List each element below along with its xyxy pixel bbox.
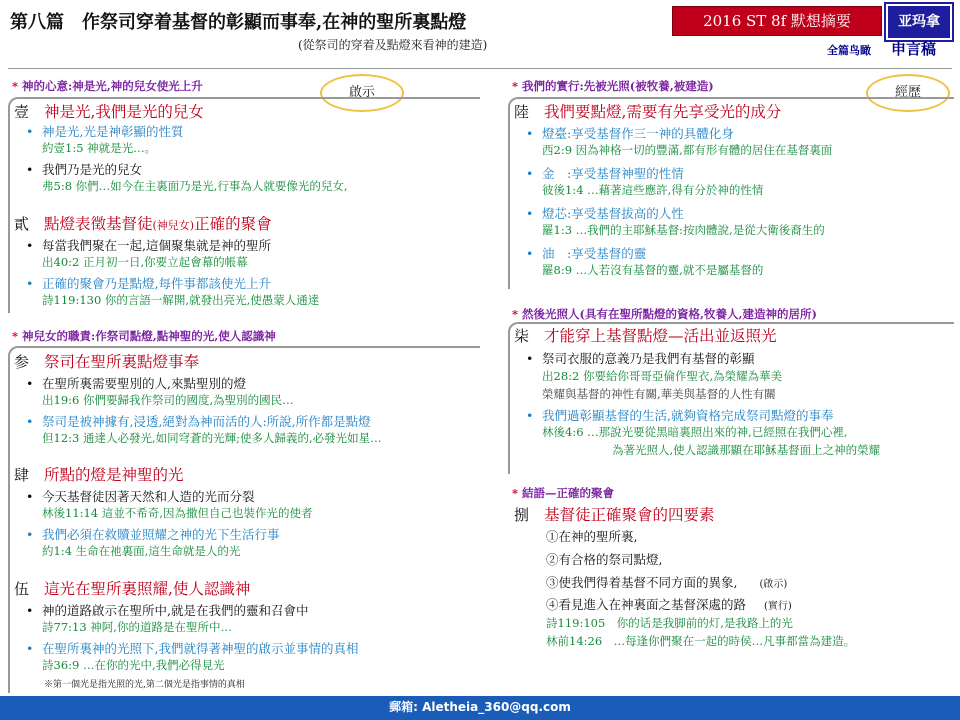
section-6-bullet-1: • 燈臺:享受基督作三一神的具體化身: [526, 126, 734, 141]
experience-oval: 經歷: [866, 74, 950, 112]
section-1-verse-1: 約壹1:5 神就是光…。: [42, 141, 157, 155]
section-6-verse-1: 西2:9 因為神格一切的豐滿,都有形有體的居住在基督裏面: [542, 143, 833, 157]
section-8-point-3: ③使我們得着基督不同方面的異象, (啟示): [546, 575, 788, 590]
right-note-1: * 我們的實行:先被光照(被牧養,被建造): [512, 79, 714, 93]
section-5-verse-1: 詩77:13 神阿,你的道路是在聖所中…: [42, 620, 232, 634]
section-3-verse-1: 出19:6 你們要歸我作祭司的國度,為聖別的國民…: [42, 393, 294, 407]
section-5-bullet-2: • 在聖所裏神的光照下,我們就得著神聖的啟示並事情的真相: [26, 641, 359, 656]
section-1-bullet-1: • 神是光,光是神彰顯的性質: [26, 124, 184, 139]
section-2-verse-2: 詩119:130 你的言語一解開,就發出亮光,使愚蒙人通達: [42, 293, 320, 307]
section-8-point-2: ②有合格的祭司點燈,: [546, 552, 663, 567]
section-7-bullet-1: • 祭司衣服的意義乃是我們有基督的彰顯: [526, 351, 755, 366]
left-note-1: * 神的心意:神是光,神的兒女使光上升: [12, 79, 203, 93]
section-8-verse-1: 詩119:105 你的话是我脚前的灯,是我路上的光: [546, 616, 793, 630]
section-3-bullet-2: • 祭司是被神據有,浸透,絕對為神而活的人:所說,所作都是點燈: [26, 414, 371, 429]
section-1-verse-2: 弗5:8 你們…如今在主裏面乃是光,行事為人就要像光的兒女,: [42, 179, 348, 193]
right-note-3: * 結語—正確的聚會: [512, 486, 615, 500]
section-3-verse-2: 但12:3 通達人必發光,如同穹蒼的光輝;使多人歸義的,必發光如星…: [42, 431, 382, 445]
section-8-point-4: ④看見進入在神裏面之基督深處的路 (實行): [546, 597, 792, 612]
publisher-badge: 亚玛拿: [886, 4, 952, 40]
section-2-bullet-2: • 正確的聚會乃是點燈,每件事都該使光上升: [26, 276, 271, 291]
section-6-bullet-4: • 油 :享受基督的靈: [526, 246, 647, 261]
section-6-verse-4: 羅8:9 …人若沒有基督的靈,就不是屬基督的: [542, 263, 764, 277]
section-8-point-1: ①在神的聖所裏,: [546, 529, 638, 544]
section-5-bullet-1: • 神的道路啟示在聖所中,就是在我們的靈和召會中: [26, 603, 309, 618]
section-1-heading: 壹 神是光,我們是光的兒女: [14, 103, 204, 121]
section-4-verse-1: 林後11:14 這並不希奇,因為撒但自己也裝作光的使者: [42, 506, 313, 520]
section-6-heading: 陸 我們要點燈,需要有先享受光的成分: [514, 103, 782, 121]
section-6-bullet-2: • 金 :享受基督神聖的性情: [526, 166, 684, 181]
section-8-heading: 捌 基督徒正確聚會的四要素: [514, 506, 715, 524]
section-2-heading: 貳 點燈表徵基督徒(神兒女)正確的聚會: [14, 215, 272, 233]
section-7-verse-1: 出28:2 你要給你哥哥亞倫作聖衣,為榮耀為華美: [542, 369, 783, 383]
footer-email[interactable]: 郵箱: Aletheia_360@qq.com: [0, 696, 960, 720]
section-6-verse-3: 羅1:3 …我們的主耶穌基督:按肉體說,是從大衛後裔生的: [542, 223, 825, 237]
section-8-verse-2: 林前14:26 …每逢你們聚在一起的時侯…凡事都當為建造。: [546, 634, 856, 648]
section-4-verse-2: 約1:4 生命在祂裏面,這生命就是人的光: [42, 544, 241, 558]
revelation-oval: 啟示: [320, 74, 404, 112]
section-5-heading: 伍 這光在聖所裏照耀,使人認識神: [14, 580, 251, 598]
section-6-bullet-3: • 燈芯:享受基督拔高的人性: [526, 206, 684, 221]
section-3-heading: 参 祭司在聖所裏點燈事奉: [14, 353, 200, 371]
section-4-bullet-2: • 我們必須在救贖並照耀之神的光下生活行事: [26, 527, 280, 542]
section-7-verse-2-cont: 為著光照人,使人認識那顯在耶穌基督面上之神的榮耀: [612, 443, 881, 457]
right-note-2: * 然後光照人(具有在聖所點燈的資格,牧養人,建造神的居所): [512, 307, 817, 321]
section-4-heading: 肆 所點的燈是神聖的光: [14, 466, 184, 484]
section-3-bullet-1: • 在聖所裏需要聖別的人,來點聖別的燈: [26, 376, 246, 391]
section-6-verse-2: 彼後1:4 …藉著這些應許,得有分於神的性情: [542, 183, 764, 197]
section-2-bullet-1: • 每當我們聚在一起,這個聚集就是神的聖所: [26, 238, 271, 253]
section-4-bullet-1: • 今天基督徒因著天然和人造的光而分裂: [26, 489, 255, 504]
left-note-2: * 神兒女的職責:作祭司點燈,點神聖的光,使人認識神: [12, 329, 276, 343]
page-subtitle: (從祭司的穿着及點燈來看神的建造): [298, 38, 488, 52]
author-label: 申言稿: [891, 40, 937, 58]
section-7-verse-2: 林後4:6 …那說光要從黑暗裏照出來的神,已經照在我們心裡,: [542, 425, 848, 439]
footnote: ※第一個光是指光照的光,第二個光是指事情的真相: [44, 680, 245, 690]
edition-tag: 2016 ST 8f 默想摘要: [672, 6, 882, 36]
section-5-verse-2: 詩36:9 …在你的光中,我們必得見光: [42, 658, 225, 672]
full-brief-label: 全篇鸟瞰: [827, 44, 871, 57]
section-2-verse-1: 出40:2 正月初一日,你要立起會幕的帳幕: [42, 255, 248, 269]
section-1-bullet-2: • 我們乃是光的兒女: [26, 162, 143, 177]
section-7-heading: 柒 才能穿上基督點燈—活出並返照光: [514, 327, 777, 345]
section-7-note: 榮耀與基督的神性有關,華美與基督的人性有關: [542, 387, 776, 401]
section-7-bullet-2: • 我們過彰顯基督的生活,就夠資格完成祭司點燈的事奉: [526, 408, 834, 423]
page-title: 第八篇 作祭司穿着基督的彰顯而事奉,在神的聖所裏點燈: [10, 12, 467, 33]
header-divider: [8, 68, 952, 69]
